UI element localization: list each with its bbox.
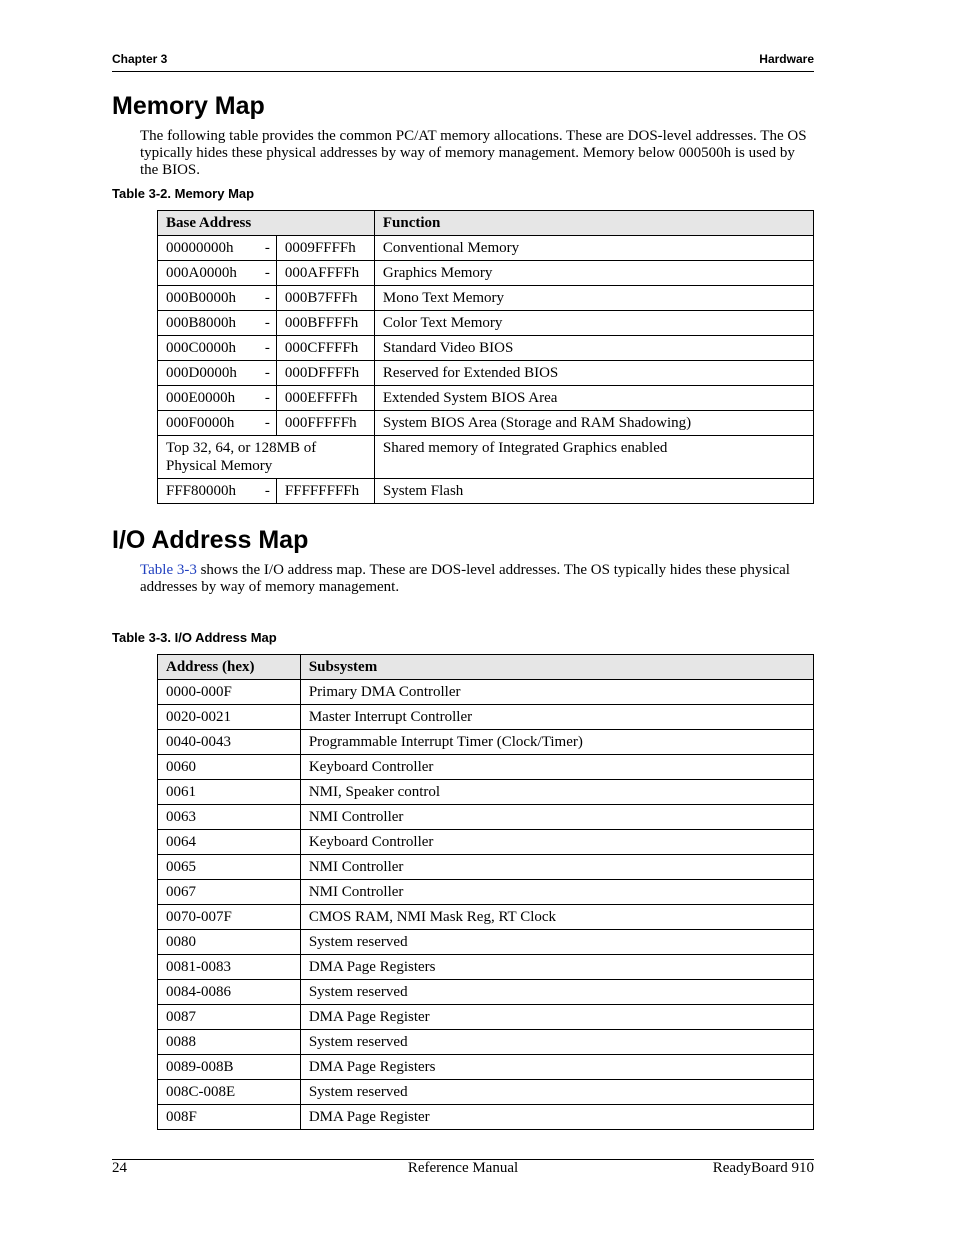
- range-end: 000CFFFFh: [276, 336, 374, 361]
- range-start: 00000000h: [166, 240, 234, 256]
- table-header-row: [158, 211, 814, 236]
- range-separator: -: [264, 315, 270, 331]
- address-cell: 0061: [158, 780, 301, 805]
- io-address-map-caption: Table 3-3. I/O Address Map: [112, 630, 277, 645]
- table-row: [158, 311, 814, 336]
- range-start: 000E0000h: [166, 390, 236, 406]
- table-row: [158, 436, 814, 479]
- range-start-cell: [158, 361, 277, 386]
- table-row: [158, 730, 814, 755]
- table-row: [158, 955, 814, 980]
- table-row: [158, 805, 814, 830]
- table-row: [158, 1055, 814, 1080]
- function-cell: System Flash: [374, 479, 813, 504]
- subsystem-cell: DMA Page Register: [300, 1005, 813, 1030]
- footer-doc-title: Reference Manual: [407, 1160, 519, 1176]
- range-start-cell: [158, 286, 277, 311]
- address-cell: 0084-0086: [158, 980, 301, 1005]
- address-cell: 0040-0043: [158, 730, 301, 755]
- subsystem-cell: Master Interrupt Controller: [300, 705, 813, 730]
- function-cell: Reserved for Extended BIOS: [374, 361, 813, 386]
- function-cell: Conventional Memory: [374, 236, 813, 261]
- address-cell: 0081-0083: [158, 955, 301, 980]
- subsystem-cell: DMA Page Register: [300, 1105, 813, 1130]
- subsystem-cell: Primary DMA Controller: [300, 680, 813, 705]
- table-row: [158, 286, 814, 311]
- table-row: [158, 336, 814, 361]
- range-end: 000B7FFFh: [276, 286, 374, 311]
- range-separator: -: [264, 240, 270, 256]
- subsystem-cell: System reserved: [300, 930, 813, 955]
- range-start: 000A0000h: [166, 265, 237, 281]
- range-separator: -: [264, 290, 270, 306]
- address-cell: 0063: [158, 805, 301, 830]
- header-rule: [112, 71, 814, 72]
- range-separator: -: [264, 415, 270, 431]
- table-row: [158, 261, 814, 286]
- page-number: 24: [112, 1160, 127, 1176]
- range-separator: -: [264, 265, 270, 281]
- table-header-row: [158, 655, 814, 680]
- table-row: [158, 236, 814, 261]
- range-end: 000BFFFFh: [276, 311, 374, 336]
- subsystem-cell: CMOS RAM, NMI Mask Reg, RT Clock: [300, 905, 813, 930]
- table-row: [158, 361, 814, 386]
- address-cell: 0067: [158, 880, 301, 905]
- subsystem-cell: DMA Page Registers: [300, 1055, 813, 1080]
- range-start: 000B8000h: [166, 315, 237, 331]
- memory-map-heading: Memory Map: [112, 92, 265, 120]
- table-row: [158, 1030, 814, 1055]
- address-cell: 0088: [158, 1030, 301, 1055]
- range-end: 000DFFFFh: [276, 361, 374, 386]
- address-cell: 0089-008B: [158, 1055, 301, 1080]
- table-row: [158, 980, 814, 1005]
- table-row: [158, 930, 814, 955]
- range-start: 000D0000h: [166, 365, 237, 381]
- range-start-cell: [158, 311, 277, 336]
- table-row: [158, 855, 814, 880]
- subsystem-cell: NMI, Speaker control: [300, 780, 813, 805]
- table-row: [158, 880, 814, 905]
- table-row: [158, 1080, 814, 1105]
- range-start: FFF80000h: [166, 483, 237, 499]
- io-address-map-heading: I/O Address Map: [112, 526, 309, 554]
- address-cell: 0070-007F: [158, 905, 301, 930]
- subsystem-cell: Keyboard Controller: [300, 755, 813, 780]
- table-row: [158, 411, 814, 436]
- range-start: 000F0000h: [166, 415, 235, 431]
- address-cell: 0087: [158, 1005, 301, 1030]
- address-cell: 0000-000F: [158, 680, 301, 705]
- address-cell: 0020-0021: [158, 705, 301, 730]
- subsystem-cell: System reserved: [300, 1080, 813, 1105]
- io-address-map-intro: [140, 562, 814, 596]
- function-cell: Shared memory of Integrated Graphics enabled: [374, 436, 813, 479]
- range-end: 0009FFFFh: [276, 236, 374, 261]
- subsystem-cell: Programmable Interrupt Timer (Clock/Timer): [300, 730, 813, 755]
- function-cell: Mono Text Memory: [374, 286, 813, 311]
- table-row: [158, 1005, 814, 1030]
- running-footer: [112, 1160, 814, 1180]
- table-row: [158, 680, 814, 705]
- range-start-cell: [158, 479, 277, 504]
- range-start-cell: [158, 411, 277, 436]
- function-cell: System BIOS Area (Storage and RAM Shadowing): [374, 411, 813, 436]
- header-chapter: Chapter 3: [112, 52, 168, 66]
- range-start-cell: [158, 261, 277, 286]
- table-row: [158, 905, 814, 930]
- range-start-cell: [158, 386, 277, 411]
- column-header: Function: [374, 211, 813, 236]
- address-cell: 0065: [158, 855, 301, 880]
- function-cell: Graphics Memory: [374, 261, 813, 286]
- table-row: [158, 479, 814, 504]
- table-3-3-link[interactable]: Table 3-3: [140, 562, 197, 578]
- table-row: [158, 755, 814, 780]
- memory-map-intro: The following table provides the common PC/AT memory allocations. These are DOS-level addresses. The OS typically hides these physical addresses by way of memory management. Memory below 000500h is used by the BIOS.: [140, 128, 807, 178]
- table-row: [158, 386, 814, 411]
- address-cell: Top 32, 64, or 128MB of Physical Memory: [158, 436, 375, 479]
- range-separator: -: [264, 365, 270, 381]
- column-header: Address (hex): [158, 655, 301, 680]
- memory-map-caption: Table 3-2. Memory Map: [112, 186, 255, 201]
- address-cell: 0080: [158, 930, 301, 955]
- range-separator: -: [264, 390, 270, 406]
- footer-product: ReadyBoard 910: [712, 1160, 814, 1176]
- range-start-cell: [158, 336, 277, 361]
- range-end: 000AFFFFh: [276, 261, 374, 286]
- range-separator: -: [264, 340, 270, 356]
- address-cell: 0064: [158, 830, 301, 855]
- range-end: 000FFFFFh: [276, 411, 374, 436]
- table-row: [158, 780, 814, 805]
- function-cell: Color Text Memory: [374, 311, 813, 336]
- range-start: 000C0000h: [166, 340, 237, 356]
- address-cell: 008C-008E: [158, 1080, 301, 1105]
- function-cell: Standard Video BIOS: [374, 336, 813, 361]
- header-section: Hardware: [759, 52, 814, 66]
- column-header: Base Address: [158, 211, 375, 236]
- subsystem-cell: Keyboard Controller: [300, 830, 813, 855]
- io-address-map-table: [157, 654, 814, 1130]
- intro-text: shows the I/O address map. These are DOS-level addresses. The OS typically hides these physical addresses by way of memory management.: [140, 562, 790, 595]
- running-header: [112, 52, 814, 72]
- table-row: [158, 705, 814, 730]
- range-end: 000EFFFFh: [276, 386, 374, 411]
- address-cell: 008F: [158, 1105, 301, 1130]
- subsystem-cell: System reserved: [300, 980, 813, 1005]
- table-row: [158, 830, 814, 855]
- subsystem-cell: NMI Controller: [300, 805, 813, 830]
- range-separator: -: [264, 483, 270, 499]
- memory-map-table: [157, 210, 814, 504]
- subsystem-cell: NMI Controller: [300, 880, 813, 905]
- address-cell: 0060: [158, 755, 301, 780]
- range-end: FFFFFFFFh: [276, 479, 374, 504]
- table-row: [158, 1105, 814, 1130]
- subsystem-cell: NMI Controller: [300, 855, 813, 880]
- range-start: 000B0000h: [166, 290, 237, 306]
- column-header: Subsystem: [300, 655, 813, 680]
- range-start-cell: [158, 236, 277, 261]
- subsystem-cell: System reserved: [300, 1030, 813, 1055]
- function-cell: Extended System BIOS Area: [374, 386, 813, 411]
- subsystem-cell: DMA Page Registers: [300, 955, 813, 980]
